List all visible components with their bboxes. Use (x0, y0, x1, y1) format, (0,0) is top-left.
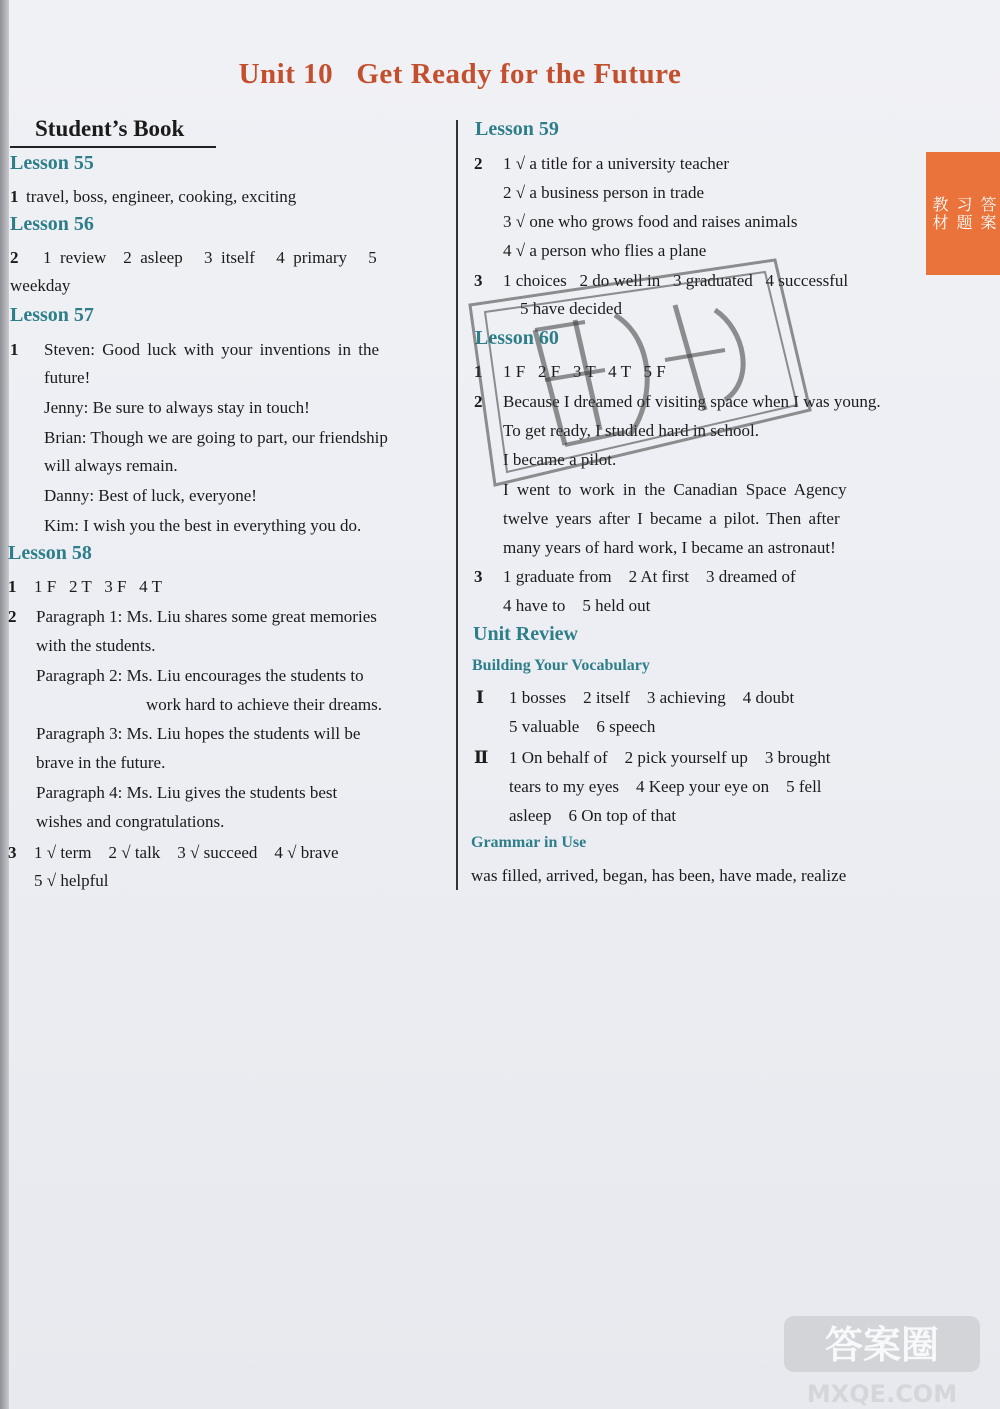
lesson-57-line: Danny: Best of luck, everyone! (44, 486, 257, 505)
lesson-59-q3-answer-line2: 5 have decided (520, 299, 622, 318)
lesson-60-q3-answer-line1: 1 graduate from 2 At first 3 dreamed of (503, 567, 796, 586)
lesson-56-q2-answer-line1: 1 review 2 asleep 3 itself 4 primary 5 (43, 248, 377, 267)
lesson-56-q2-number: 2 (10, 248, 19, 267)
lesson-58-q2-line: with the students. (36, 636, 156, 655)
lesson-56-heading: Lesson 56 (10, 213, 94, 235)
grammar-answer: was filled, arrived, began, has been, have made, realize (471, 866, 847, 885)
lesson-60-heading: Lesson 60 (475, 327, 559, 349)
vocab-part-ii-number: Ⅱ (474, 748, 489, 767)
lesson-57-line: Kim: I wish you the best in everything you do. (44, 516, 362, 535)
lesson-59-q2-line: 4 √ a person who flies a plane (503, 241, 707, 260)
lesson-59-q2-line: 1 √ a title for a university teacher (503, 154, 729, 173)
lesson-59-q3-number: 3 (474, 271, 483, 290)
lesson-58-q3-answer-line2: 5 √ helpful (34, 871, 109, 890)
site-watermark (782, 1314, 982, 1409)
lesson-60-q1-answer: 1 F 2 F 3 T 4 T 5 F (503, 362, 666, 381)
lesson-60-q2-line: To get ready, I studied hard in school. (503, 421, 759, 440)
vocab-part-ii-line1: 1 On behalf of 2 pick yourself up 3 brought (509, 748, 831, 767)
lesson-57-line: will always remain. (44, 456, 178, 475)
lesson-58-q2-line: Paragraph 3: Ms. Liu hopes the students will be (36, 724, 361, 743)
lesson-58-q1-number: 1 (8, 577, 17, 596)
column-divider (456, 120, 458, 890)
lesson-58-q3-answer-line1: 1 √ term 2 √ talk 3 √ succeed 4 √ brave (34, 843, 339, 862)
unit-review-heading: Unit Review (473, 623, 578, 645)
lesson-57-line: Jenny: Be sure to always stay in touch! (44, 398, 310, 417)
watermark-logo-text: 答案圈 (824, 1323, 940, 1367)
vocab-part-ii-line3: asleep 6 On top of that (509, 806, 677, 825)
lesson-55-q1-answer: travel, boss, engineer, cooking, exciting (26, 187, 297, 206)
lesson-60-q2-number: 2 (474, 392, 483, 411)
lesson-59-q3-answer-line1: 1 choices 2 do well in 3 graduated 4 successful (503, 271, 849, 290)
lesson-58-q2-line: wishes and congratulations. (36, 812, 225, 831)
side-tab (926, 152, 1000, 275)
grammar-heading: Grammar in Use (471, 834, 587, 851)
lesson-58-q2-line: work hard to achieve their dreams. (146, 695, 383, 714)
lesson-59-q2-line: 3 √ one who grows food and raises animals (503, 212, 798, 231)
vocab-part-i-number: Ⅰ (476, 688, 484, 707)
lesson-58-q2-line: Paragraph 4: Ms. Liu gives the students best (36, 783, 338, 802)
vocab-part-i-line2: 5 valuable 6 speech (509, 717, 656, 736)
lesson-59-q2-number: 2 (474, 154, 483, 173)
lesson-57-q1-number: 1 (10, 340, 19, 359)
lesson-55-q1-number: 1 (10, 187, 19, 206)
lesson-56-q2-answer-line2: weekday (10, 276, 71, 295)
lesson-59-q2-line: 2 √ a business person in trade (503, 183, 705, 202)
lesson-58-heading: Lesson 58 (8, 542, 92, 564)
lesson-58-q2-number: 2 (8, 607, 17, 626)
lesson-55-heading: Lesson 55 (10, 152, 94, 174)
watermark-url-text: MXQE.COM (806, 1380, 958, 1408)
vocabulary-heading: Building Your Vocabulary (472, 657, 650, 674)
lesson-58-q1-answer: 1 F 2 T 3 F 4 T (34, 577, 163, 596)
lesson-58-q3-number: 3 (8, 843, 17, 862)
page-binding-edge (0, 0, 9, 1409)
lesson-60-q2-line: many years of hard work, I became an astronaut! (503, 538, 836, 557)
side-tab-text-3: 答案 (978, 195, 997, 232)
vocab-part-ii-line2: tears to my eyes 4 Keep your eye on 5 fell (509, 777, 822, 796)
lesson-57-line: future! (44, 368, 91, 387)
lesson-60-q2-line: I went to work in the Canadian Space Agency (503, 480, 847, 499)
unit-title: Unit 10 Get Ready for the Future (238, 58, 682, 90)
seal-stamp (425, 250, 815, 495)
lesson-60-q3-number: 3 (474, 567, 483, 586)
vocab-part-i-line1: 1 bosses 2 itself 3 achieving 4 doubt (509, 688, 795, 707)
lesson-60-q3-answer-line2: 4 have to 5 held out (503, 596, 651, 615)
lesson-60-q2-line: I became a pilot. (503, 450, 617, 469)
lesson-57-line: Steven: Good luck with your inventions in the (44, 340, 379, 359)
lesson-57-line: Brian: Though we are going to part, our friendship (44, 428, 388, 447)
lesson-58-q2-line: brave in the future. (36, 753, 166, 772)
side-tab-text-2: 习题 (954, 195, 973, 232)
section-title-underline (10, 146, 216, 148)
lesson-58-q2-line: Paragraph 1: Ms. Liu shares some great memories (36, 607, 377, 626)
lesson-60-q2-line: twelve years after I became a pilot. Then after (503, 509, 840, 528)
section-title: Student’s Book (35, 116, 185, 141)
side-tab-text-1: 教材 (930, 195, 949, 232)
lesson-59-heading: Lesson 59 (475, 118, 559, 140)
lesson-58-q2-line: Paragraph 2: Ms. Liu encourages the students to (36, 666, 364, 685)
lesson-60-q2-line: Because I dreamed of visiting space when I was young. (503, 392, 881, 411)
lesson-60-q1-number: 1 (474, 362, 483, 381)
lesson-57-heading: Lesson 57 (10, 304, 94, 326)
